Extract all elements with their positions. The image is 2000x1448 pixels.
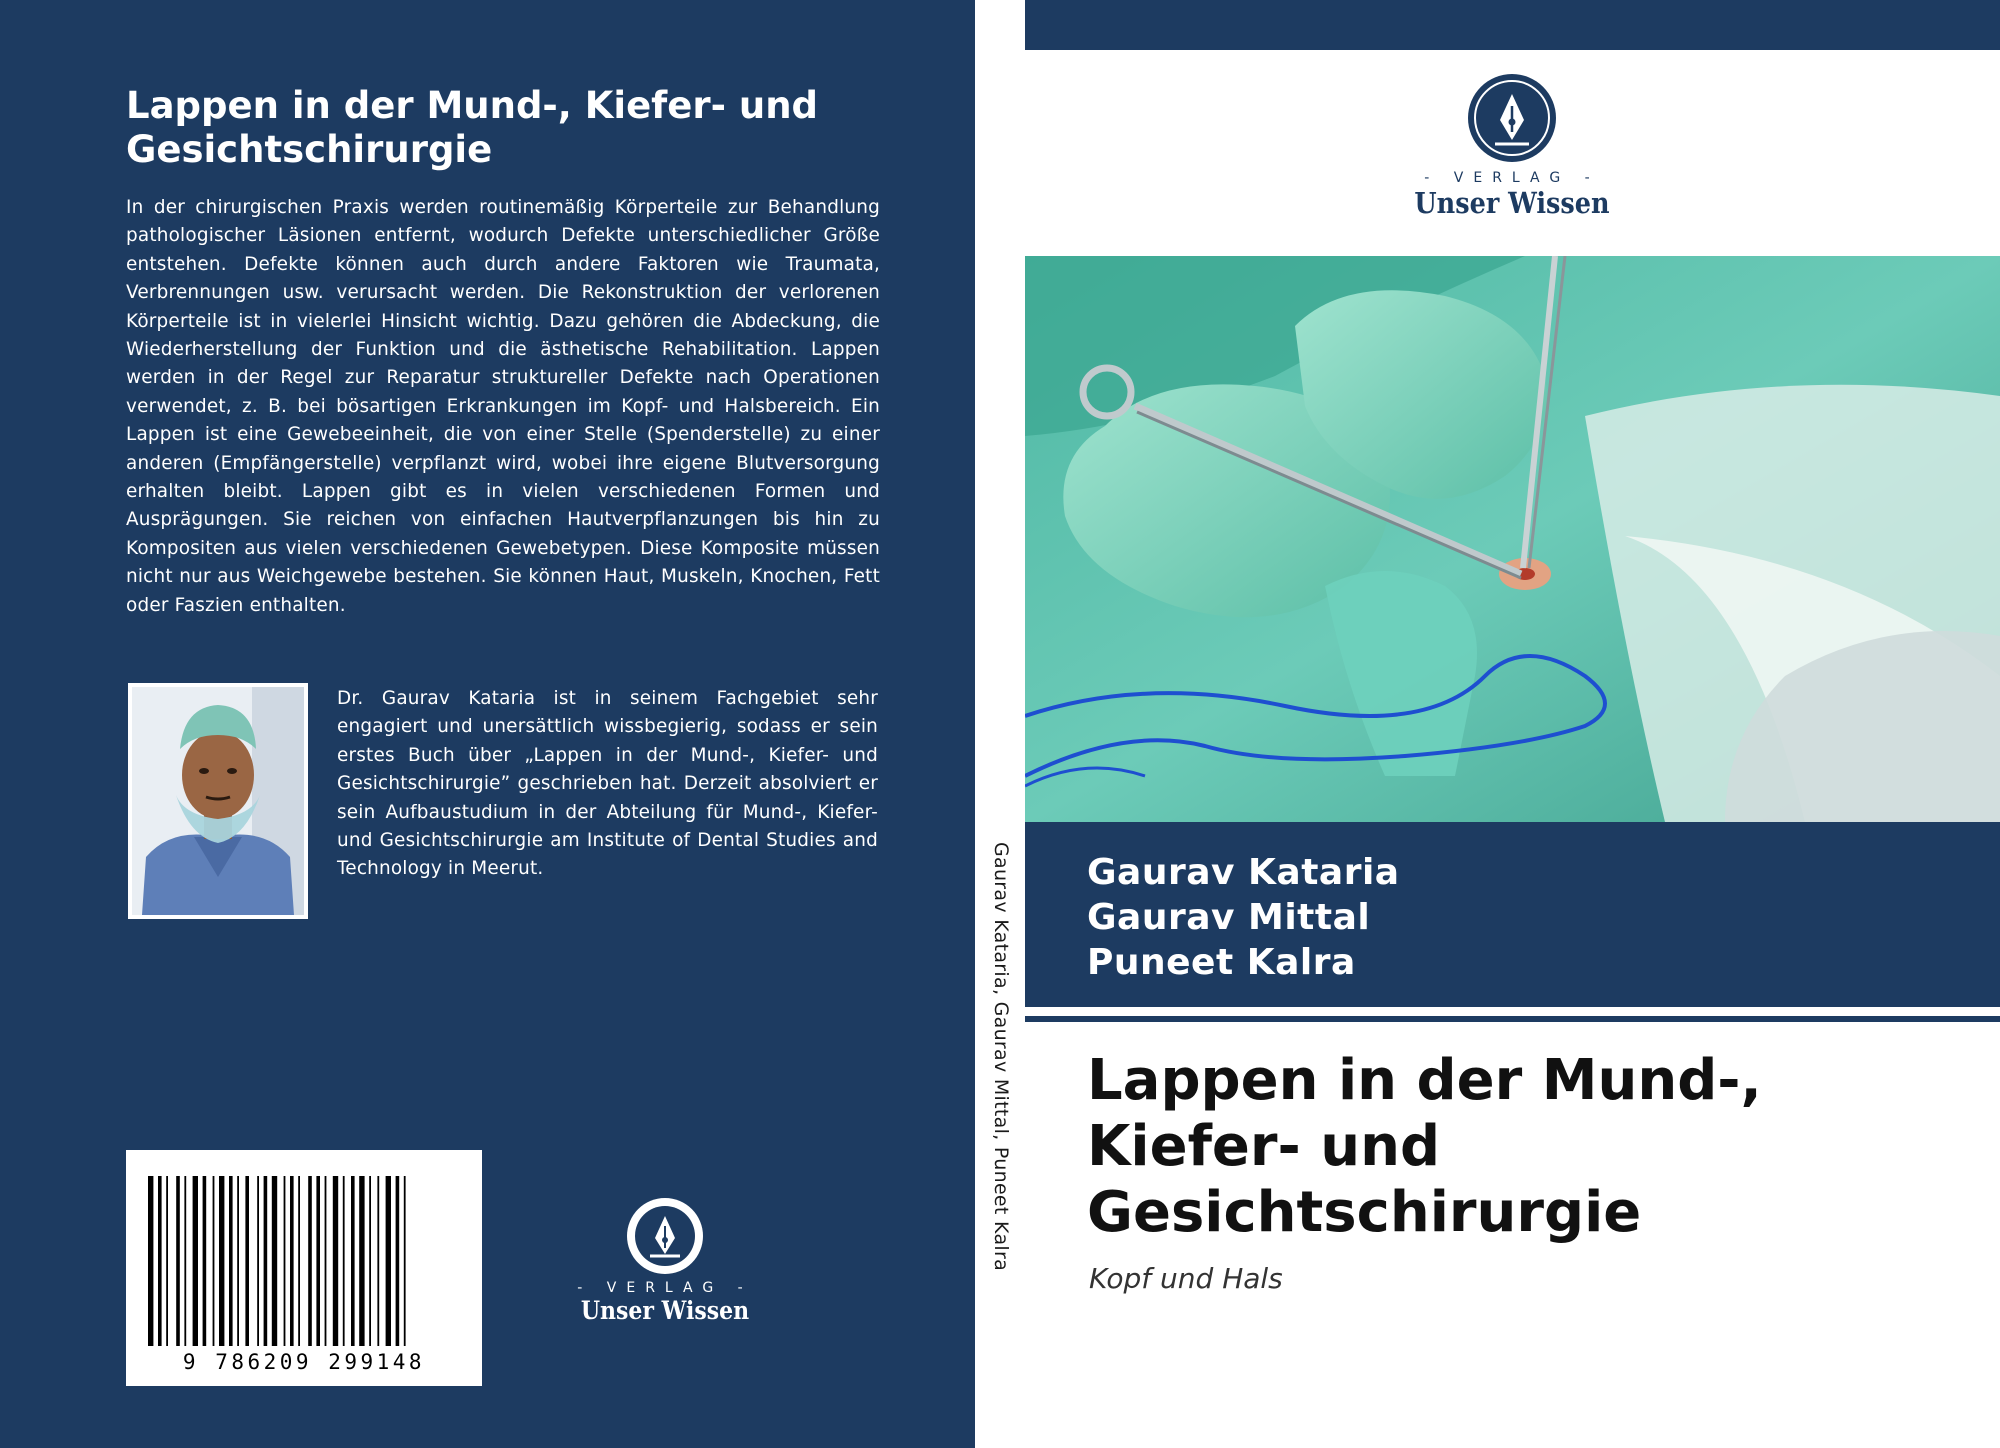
back-publisher-logo: [560, 1196, 770, 1326]
front-logo-verlag-text: - VERLAG -: [1424, 170, 1600, 186]
barcode-bar: [396, 1176, 400, 1346]
isbn-digits: 9 786209 299148: [182, 1350, 426, 1374]
back-cover-description: In der chirurgischen Praxis werden routinemäßig Körperteile zur Behandlung pathologischer Läsionen entfernt, wodurch Defekte unterschiedlicher Größe entstehen. Defekte können auch durch andere Faktoren wie Traumata, Verbrennungen usw. verursacht werden. Die Rekonstruktion der verlorenen Körperteile ist in vielerlei Hinsicht wichtig. Dazu gehören die Abdeckung, die Wiederherstellung der Funktion und die ästhetische Rehabilitation. Lappen werden in der Regel zur Reparatur struktureller Defekte nach Operationen verwendet, z. B. bei bösartigen Erkrankungen im Kopf- und Halsbereich. Ein Lappen ist eine Gewebeeinheit, die von einer Stelle (Spenderstelle) zu einer anderen (Empfängerstelle) verpflanzt wird, wobei ihre eigene Blutversorgung erhalten bleibt. Lappen gibt es in vielen verschiedenen Formen und Ausprägungen. Sie reichen von einfachen Hautverpflanzungen bis hin zu Kompositen aus vielen verschiedenen Gewebetypen. Diese Komposite müssen nicht nur aus Weichgewebe bestehen. Sie können Haut, Muskeln, Knochen, Fett oder Faszien enthalten.: [126, 197, 880, 616]
barcode-bar: [166, 1176, 168, 1346]
barcode-bar: [284, 1176, 286, 1346]
author-portrait-illustration: [132, 687, 304, 915]
barcode-bar: [308, 1176, 312, 1346]
authors-band: [1025, 822, 2000, 1007]
pen-nib-logo-icon: [560, 1196, 770, 1276]
barcode-bar: [404, 1176, 406, 1346]
barcode-bar: [176, 1176, 180, 1346]
front-logo-brand-text: Unser Wissen: [1414, 186, 1610, 220]
barcode-bar: [377, 1176, 379, 1346]
front-cover-title: Lappen in der Mund-, Kiefer- und Gesichtschirurgie: [1087, 1048, 1762, 1245]
barcode-bar: [298, 1176, 300, 1346]
front-cover: [1025, 0, 2000, 1448]
author-name-2: Gaurav Mittal: [1087, 897, 1371, 938]
barcode-bar: [316, 1176, 320, 1346]
author-biography: Dr. Gaurav Kataria ist in seinem Fachgebiet sehr engagiert und unersättlich wissbegierig, sodass er sein erstes Buch über „Lappen in der Mund-, Kiefer- und Gesichtschirurgie” geschrieben hat. Derzeit absolviert er sein Aufbaustudium in der Abteilung für Mund-, Kiefer- und Gesichtschirurgie am Institute of Dental Studies and Technology in Meerut.: [337, 688, 878, 880]
book-spine: [975, 0, 1025, 1448]
barcode: [126, 1150, 482, 1386]
barcode-bar: [245, 1176, 249, 1346]
barcode-bar: [369, 1176, 371, 1346]
barcode-bar: [351, 1176, 355, 1346]
divider-line: [1025, 1016, 2000, 1022]
back-cover-title: Lappen in der Mund-, Kiefer- und Gesichtschirurgie: [126, 84, 819, 171]
pen-nib-logo-icon: [1387, 72, 1637, 168]
barcode-bar: [229, 1176, 233, 1346]
barcode-bar: [359, 1176, 364, 1346]
barcode-bar: [158, 1176, 162, 1346]
author-name-1: Gaurav Kataria: [1087, 852, 1400, 893]
front-cover-subtitle: Kopf und Hals: [1089, 1262, 1283, 1295]
barcode-bar: [184, 1176, 186, 1346]
surgery-illustration: [1025, 256, 2000, 822]
front-publisher-logo: [1387, 72, 1637, 222]
surgery-photo: [1025, 256, 2000, 822]
back-logo-verlag-text: - VERLAG -: [577, 1280, 753, 1296]
barcode-bar: [325, 1176, 327, 1346]
barcode-bar: [343, 1176, 345, 1346]
barcode-bar: [264, 1176, 268, 1346]
barcode-bar: [148, 1176, 153, 1346]
barcode-bar: [386, 1176, 391, 1346]
barcode-bar: [290, 1176, 294, 1346]
author-photo: [128, 683, 308, 919]
front-top-bar: [1025, 0, 2000, 50]
back-cover: [0, 0, 975, 1448]
back-logo-brand-text: Unser Wissen: [580, 1296, 750, 1325]
barcode-bar: [333, 1176, 338, 1346]
barcode-bar: [257, 1176, 259, 1346]
barcode-bar: [193, 1176, 198, 1346]
barcode-bar: [272, 1176, 277, 1346]
barcode-bar: [237, 1176, 239, 1346]
author-name-3: Puneet Kalra: [1087, 942, 1356, 983]
spine-authors: Gaurav Kataria, Gaurav Mittal, Puneet Kalra: [990, 842, 1012, 1272]
barcode-bar: [213, 1176, 215, 1346]
barcode-bar: [219, 1176, 224, 1346]
barcode-bar: [203, 1176, 207, 1346]
